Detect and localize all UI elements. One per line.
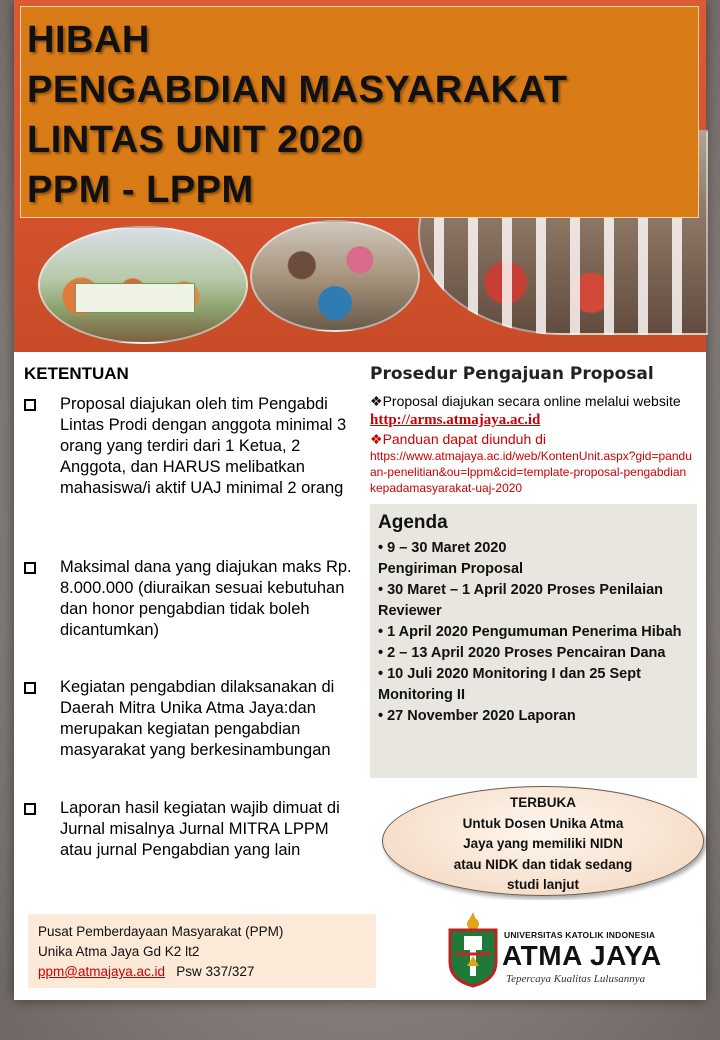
- rule-text: Kegiatan pengabdian dilaksanakan di Daerah Mitra Unika Atma Jaya:dan merupakan kegiatan pengabdian masyarakat yang berkesinambungan: [60, 678, 335, 759]
- agenda-line: • 9 – 30 Maret 2020: [378, 540, 507, 556]
- university-crest-icon: [446, 910, 500, 988]
- activity-photo-left: [38, 226, 248, 344]
- title-line-3: LINTAS UNIT 2020: [27, 119, 364, 161]
- terbuka-line: atau NIDK dan tidak sedang: [453, 856, 633, 872]
- activity-photo-middle: [250, 220, 420, 332]
- diamond-bullet-icon: ❖: [370, 393, 383, 409]
- prosedur-title: Prosedur Pengajuan Proposal: [370, 364, 654, 384]
- rule-text: Laporan hasil kegiatan wajib dimuat di Jurnal misalnya Jurnal MITRA LPPM atau jurnal Pengabdian yang lain: [60, 799, 340, 859]
- contact-box: [28, 914, 376, 988]
- title-line-1: HIBAH: [27, 19, 150, 61]
- terbuka-line: studi lanjut: [507, 877, 579, 892]
- contact-psw: Psw 337/327: [176, 964, 255, 979]
- agenda-title: Agenda: [378, 512, 448, 533]
- photo-banner: [75, 283, 195, 313]
- prosedur-line-2: ❖Panduan dapat diunduh di: [370, 431, 547, 447]
- agenda-line: • 27 November 2020 Laporan: [378, 708, 576, 724]
- contact-email-link[interactable]: ppm@atmajaya.ac.id: [38, 964, 166, 979]
- contact-line-1: Pusat Pemberdayaan Masyarakat (PPM): [38, 924, 284, 939]
- atma-jaya-logo: [438, 900, 676, 996]
- terbuka-heading: TERBUKA: [510, 795, 576, 810]
- logo-tagline: Tepercaya Kualitas Lulusannya: [506, 973, 646, 985]
- checkbox-square-icon: [24, 399, 36, 411]
- title-line-2: PENGABDIAN MASYARAKAT: [27, 69, 568, 111]
- rule-text: Maksimal dana yang diajukan maks Rp. 8.000.000 (diuraikan sesuai kebutuhan dan honor pengabdian tidak boleh dicantumkan): [60, 558, 352, 639]
- terbuka-line: Jaya yang memiliki NIDN: [463, 836, 623, 851]
- panduan-url-link[interactable]: https://www.atmajaya.ac.id/web/KontenUnit.aspx?gid=panduan-penelitian&ou=lppm&cid=template-proposal-pengabdiankepadamasyarakat-uaj-2020: [370, 449, 692, 495]
- arms-link[interactable]: http://arms.atmajaya.ac.id: [370, 412, 541, 428]
- agenda-line: • 30 Maret – 1 April 2020 Proses Penilaian Reviewer: [378, 582, 664, 619]
- contact-line-3: [38, 962, 366, 982]
- terbuka-line: Untuk Dosen Unika Atma: [462, 815, 624, 831]
- title-line-4: PPM - LPPM: [27, 169, 254, 211]
- diamond-bullet-icon: ❖: [370, 431, 383, 447]
- prosedur-line-1: ❖Proposal diajukan secara online melalui website http://arms.atmajaya.ac.id: [370, 393, 681, 428]
- checkbox-square-icon: [24, 682, 36, 694]
- poster: [14, 0, 706, 1000]
- rule-text: Proposal diajukan oleh tim Pengabdi Lintas Prodi dengan anggota minimal 3 orang yang terdiri dari 1 Ketua, 2 Anggota, dan HARUS melibatkan mahasiswa/i aktif UAJ minimal 2 orang: [60, 395, 347, 497]
- header-band: [14, 0, 706, 352]
- agenda-line: Pengiriman Proposal: [378, 561, 524, 577]
- logo-atma-jaya: ATMA JAYA: [502, 940, 662, 971]
- ketentuan-title: KETENTUAN: [24, 364, 129, 383]
- contact-line-2: Unika Atma Jaya Gd K2 lt2: [38, 944, 200, 959]
- agenda-line: • 10 Juli 2020 Monitoring I dan 25 Sept Monitoring II: [378, 666, 641, 703]
- terbuka-oval: [382, 786, 704, 896]
- agenda-line: • 1 April 2020 Pengumuman Penerima Hibah: [378, 624, 682, 640]
- checkbox-square-icon: [24, 562, 36, 574]
- checkbox-square-icon: [24, 803, 36, 815]
- title-box: [20, 6, 699, 218]
- agenda-line: • 2 – 13 April 2020 Proses Pencairan Dana: [378, 645, 666, 661]
- agenda-box: [370, 504, 697, 778]
- logo-university-name: UNIVERSITAS KATOLIK INDONESIA: [504, 930, 656, 940]
